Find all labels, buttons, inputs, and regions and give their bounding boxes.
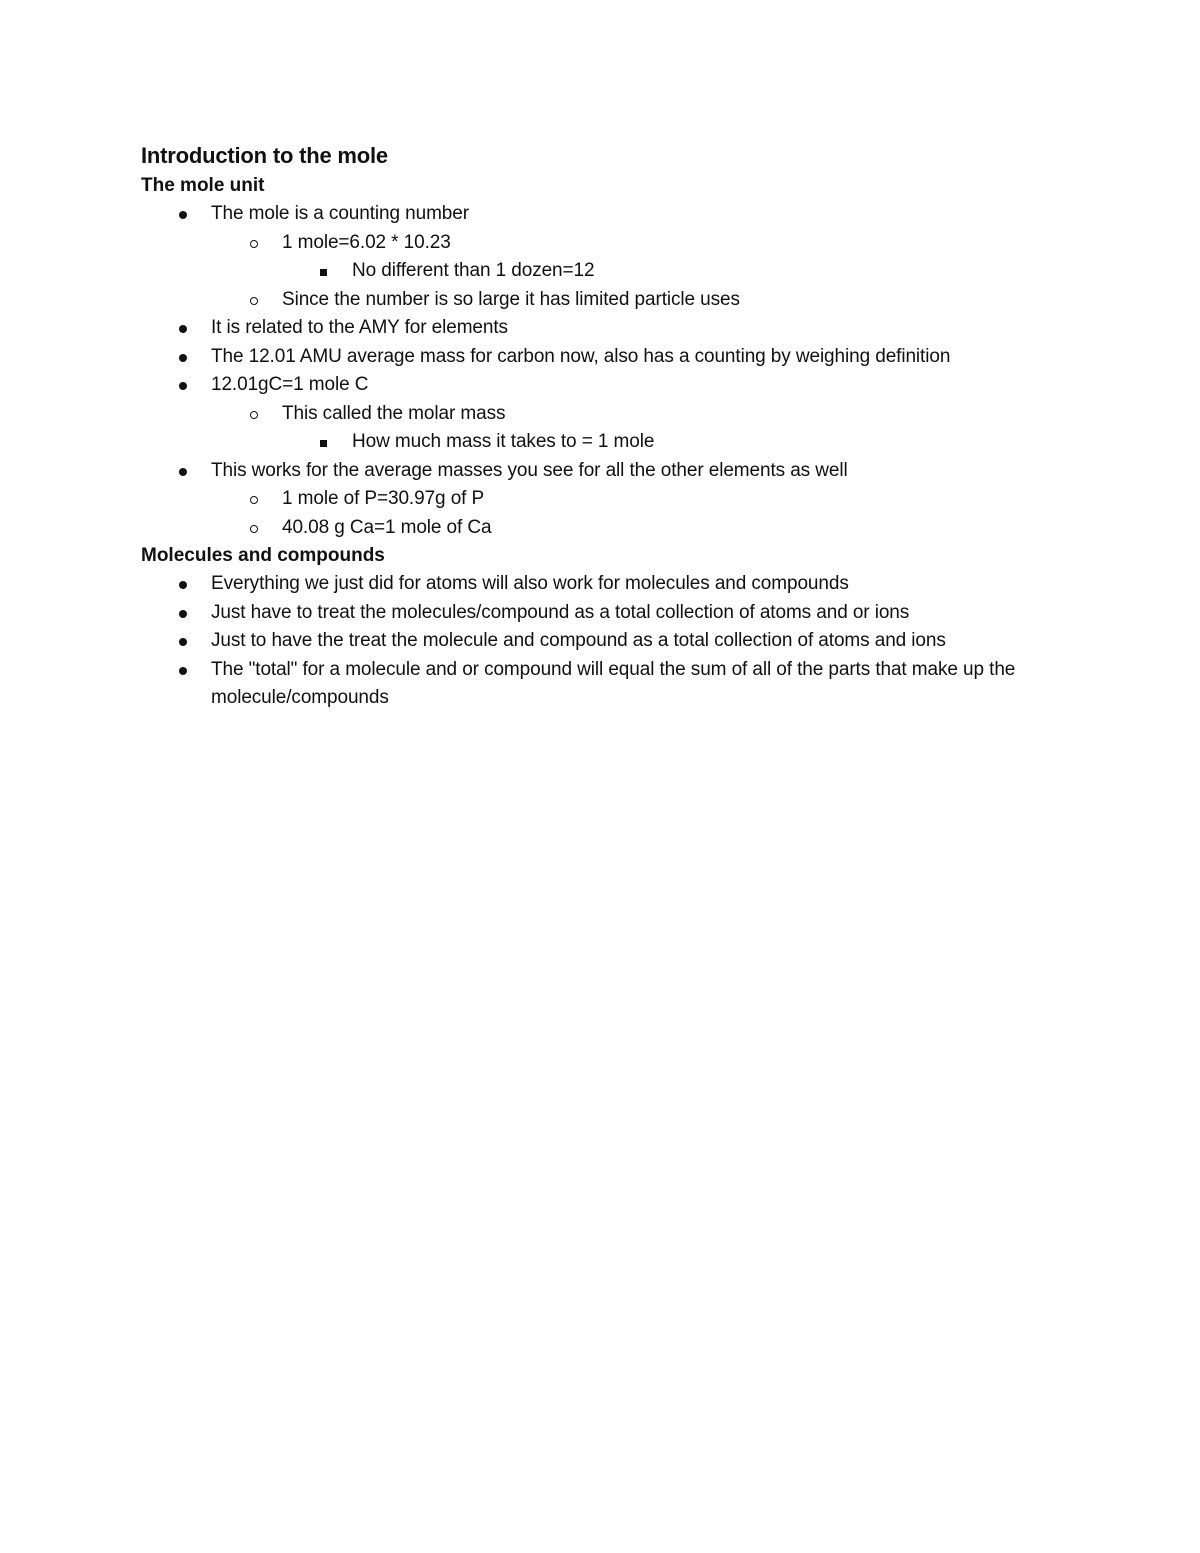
list-item — [141, 656, 1101, 713]
list-item-text: The "total" for a molecule and or compound will equal the sum of all of the parts that make up the molecule/compounds — [211, 658, 1016, 708]
list-item-text: Just to have the treat the molecule and compound as a total collection of atoms and ions — [211, 630, 946, 651]
list-item-text: Since the number is so large it has limited particle uses — [282, 288, 740, 310]
list-item — [141, 314, 1101, 343]
list-item-text: 12.01gC=1 mole C — [211, 374, 369, 395]
list-item-text: 40.08 g Ca=1 mole of Ca — [282, 516, 492, 538]
list-item — [141, 343, 1101, 372]
section-heading: Molecules and compounds — [141, 545, 385, 566]
document-title: Introduction to the mole — [141, 143, 388, 168]
document-page — [141, 140, 1101, 713]
list-item — [141, 428, 1101, 457]
list-item-text: Just have to treat the molecules/compound as a total collection of atoms and or ions — [211, 601, 910, 623]
list-item — [141, 371, 1101, 400]
bullet-list — [141, 570, 1101, 713]
list-item-text: How much mass it takes to = 1 mole — [352, 431, 655, 452]
bullet-list — [141, 200, 1101, 542]
list-item-text: This called the molar mass — [282, 402, 506, 424]
list-item — [141, 599, 1101, 628]
list-item — [141, 257, 1101, 286]
list-item-text: 1 mole=6.02 * 10.23 — [282, 231, 451, 253]
list-item-text: This works for the average masses you see for all the other elements as well — [211, 459, 848, 481]
list-item — [141, 200, 1101, 229]
section-molecules-compounds — [141, 542, 1101, 713]
list-item-text: The 12.01 AMU average mass for carbon now, also has a counting by weighing definition — [211, 345, 951, 367]
list-item — [141, 400, 1101, 429]
section-mole-unit — [141, 172, 1101, 542]
list-item-text: No different than 1 dozen=12 — [352, 260, 595, 281]
list-item — [141, 229, 1101, 258]
list-item — [141, 570, 1101, 599]
list-item — [141, 286, 1101, 315]
section-heading: The mole unit — [141, 175, 265, 196]
list-item — [141, 514, 1101, 543]
list-item-text: The mole is a counting number — [211, 203, 469, 224]
list-item — [141, 457, 1101, 486]
list-item-text: Everything we just did for atoms will also work for molecules and compounds — [211, 573, 849, 594]
list-item-text: 1 mole of P=30.97g of P — [282, 488, 485, 509]
list-item-text: It is related to the AMY for elements — [211, 317, 508, 338]
list-item — [141, 485, 1101, 514]
list-item — [141, 627, 1101, 656]
